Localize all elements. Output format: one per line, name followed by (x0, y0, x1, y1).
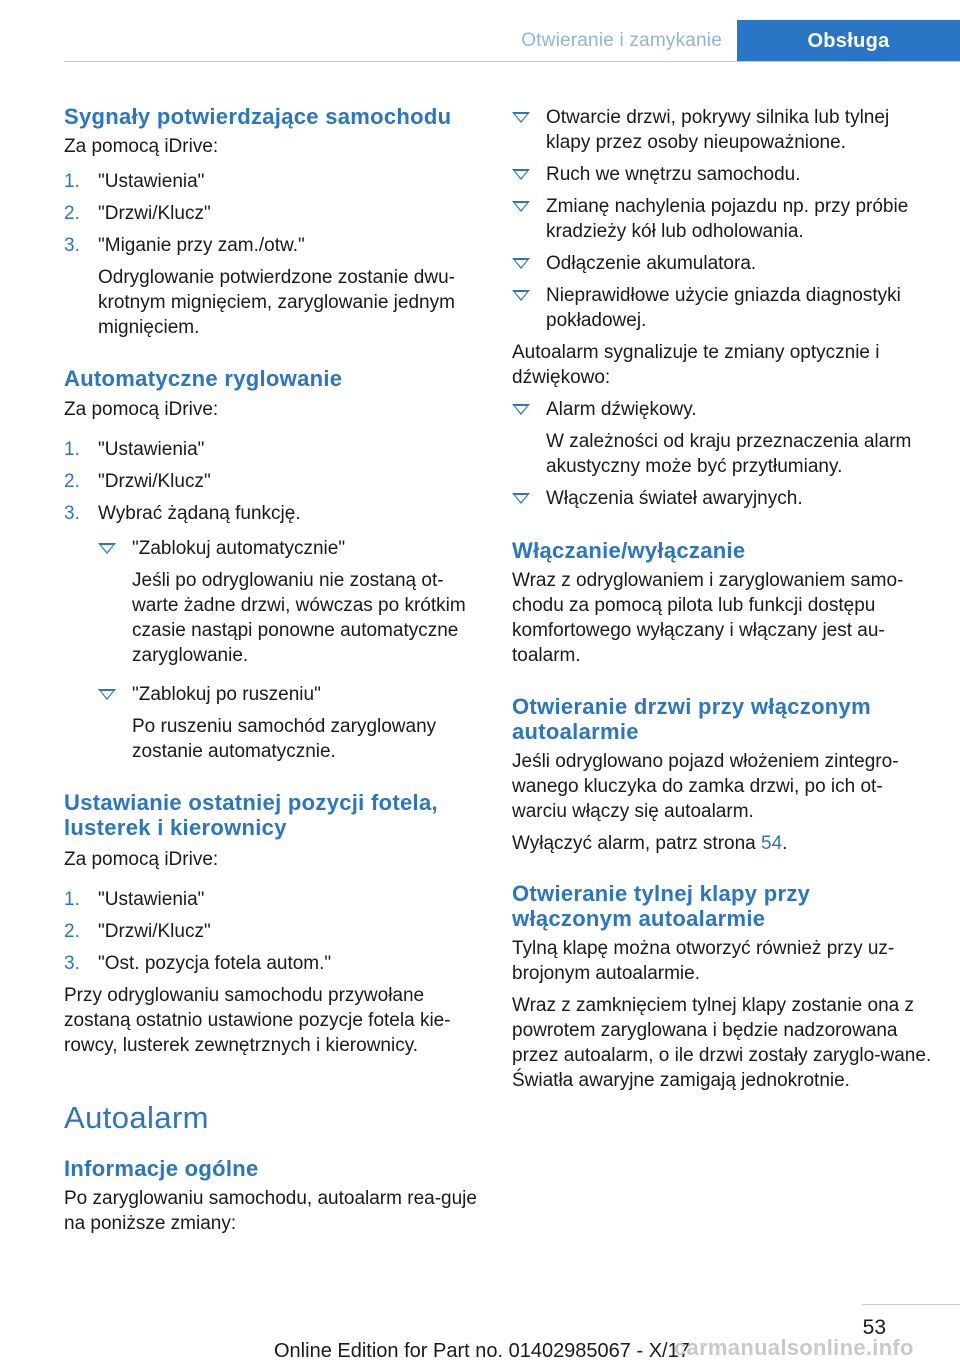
page-reference: Wyłączyć alarm, patrz strona 54. (512, 833, 788, 854)
watermark: carmanualsonline.info (674, 1335, 914, 1360)
triangle-bullet-icon (98, 543, 116, 554)
section-tab[interactable]: Obsługa (737, 20, 960, 62)
options-list (98, 536, 480, 764)
heading-confirmation-signals: Sygnały potwierdzające samochodu (64, 104, 452, 129)
paragraph: Za pomocą iDrive: (64, 136, 219, 157)
list-item: Odłączenie akumulatora. (512, 251, 932, 276)
list-item: 1. "Ustawienia" (64, 889, 205, 910)
footer-divider (862, 1304, 960, 1305)
heading-general-info: Informacje ogólne (64, 1156, 259, 1181)
triangle-bullet-icon (512, 112, 530, 123)
triangle-bullet-icon (512, 169, 530, 180)
steps-list (64, 437, 480, 764)
triangle-bullet-icon (512, 201, 530, 212)
triangle-bullet-icon (512, 258, 530, 269)
list-item: 2. "Drzwi/Klucz" (64, 203, 211, 224)
option-item: "Zablokuj automatycznie" Jeśli po odryglowaniu nie zostaną ot-warte żadne drzwi, wówczas po krótkim czasie nastąpi ponowne automatyczne zaryglowanie. (98, 536, 480, 668)
paragraph: Autoalarm sygnalizuje te zmiany optycznie i dźwiękowo: (512, 342, 880, 388)
steps-list (64, 887, 480, 976)
paragraph: Tylną klapę można otworzyć również przy uz-brojonym autoalarmie. (512, 938, 895, 984)
changes-list (512, 105, 932, 333)
triangle-bullet-icon (512, 404, 530, 415)
step-note: Odryglowanie potwierdzone zostanie dwu-krotnym mignięciem, zaryglowanie jednym mignięciem. (98, 267, 455, 338)
list-item: 1. "Ustawienia" (64, 439, 205, 460)
header-divider (64, 61, 960, 62)
paragraph: Po zaryglowaniu samochodu, autoalarm rea-guje na poniższe zmiany: (64, 1188, 477, 1234)
page-link[interactable]: 54 (761, 833, 783, 854)
paragraph: Wraz z zamknięciem tylnej klapy zostanie ona z powrotem zaryglowana i będzie nadzorowana przez autoalarm, o ile drzwi zostały zaryglo-wane. Światła awaryjne zamigają jednokrotnie. (512, 995, 932, 1091)
heading-tailgate-with-alarm: Otwieranie tylnej klapy przy włączonym autoalarmie (512, 881, 811, 931)
right-column (512, 100, 932, 1093)
paragraph: Przy odryglowaniu samochodu przywołane zostaną ostatnio ustawione pozycje fotela kie-rowcy, lusterek zewnętrznych i kierownicy. (64, 985, 451, 1056)
list-item: Nieprawidłowe użycie gniazda diagnostyki pokładowej. (512, 283, 932, 333)
breadcrumb[interactable]: Otwieranie i zamykanie (521, 30, 722, 51)
list-item: 3. Wybrać żądaną funkcję. "Zablokuj automatycznie" Jeśli po odryglowaniu nie zostaną ot-warte żadne drzwi, wówczas po krótkim czasie nastąpi ponowne automatyczne zaryglowanie. "Zablokuj po ruszeniu" Po ruszeniu samochód zaryglowany zostanie automatycznie. (64, 501, 480, 764)
heading-last-seat-position: Ustawianie ostatniej pozycji fotela, lusterek i kierownicy (64, 790, 438, 840)
page-number: 53 (862, 1316, 886, 1339)
list-item: 2. "Drzwi/Klucz" (64, 921, 211, 942)
list-item: Zmianę nachylenia pojazdu np. przy próbie kradzieży kół lub odholowania. (512, 194, 932, 244)
option-item: "Zablokuj po ruszeniu" Po ruszeniu samochód zaryglowany zostanie automatycznie. (98, 682, 480, 764)
heading-on-off: Włączanie/wyłączanie (512, 538, 746, 563)
triangle-bullet-icon (512, 290, 530, 301)
list-item: Alarm dźwiękowy. W zależności od kraju przeznaczenia alarm akustyczny może być przytłumiany. (512, 397, 932, 479)
paragraph: Wraz z odryglowaniem i zaryglowaniem samo-chodu za pomocą pilota lub funkcji dostępu komfortowego wyłączany i włączany jest au-toalarm. (512, 570, 904, 666)
left-column (64, 100, 480, 1236)
heading-car-alarm: Autoalarm (64, 1100, 209, 1135)
list-item: Ruch we wnętrzu samochodu. (512, 162, 932, 187)
paragraph: Jeśli odryglowano pojazd włożeniem zintegro-wanego kluczyka do zamka drzwi, po ich ot-warciu włączy się autoalarm. (512, 751, 899, 822)
heading-doors-with-alarm: Otwieranie drzwi przy włączonym autoalarmie (512, 694, 871, 744)
heading-auto-lock: Automatyczne ryglowanie (64, 366, 343, 391)
steps-list (64, 169, 480, 340)
list-item: 1. "Ustawienia" (64, 171, 205, 192)
list-item: 3. "Miganie przy zam./otw." Odryglowanie potwierdzone zostanie dwu-krotnym mignięciem, zaryglowanie jednym mignięciem. (64, 233, 480, 340)
list-item: Otwarcie drzwi, pokrywy silnika lub tylnej klapy przez osoby nieupoważnione. (512, 105, 932, 155)
triangle-bullet-icon (98, 689, 116, 700)
paragraph: Za pomocą iDrive: (64, 849, 219, 870)
paragraph: Za pomocą iDrive: (64, 399, 219, 420)
list-item: Włączenia świateł awaryjnych. (512, 486, 932, 511)
list-item: 2. "Drzwi/Klucz" (64, 471, 211, 492)
triangle-bullet-icon (512, 493, 530, 504)
signals-list (512, 397, 932, 511)
edition-note: Online Edition for Part no. 01402985067 - X/17 (274, 1340, 690, 1362)
list-item: 3. "Ost. pozycja fotela autom." (64, 953, 332, 974)
